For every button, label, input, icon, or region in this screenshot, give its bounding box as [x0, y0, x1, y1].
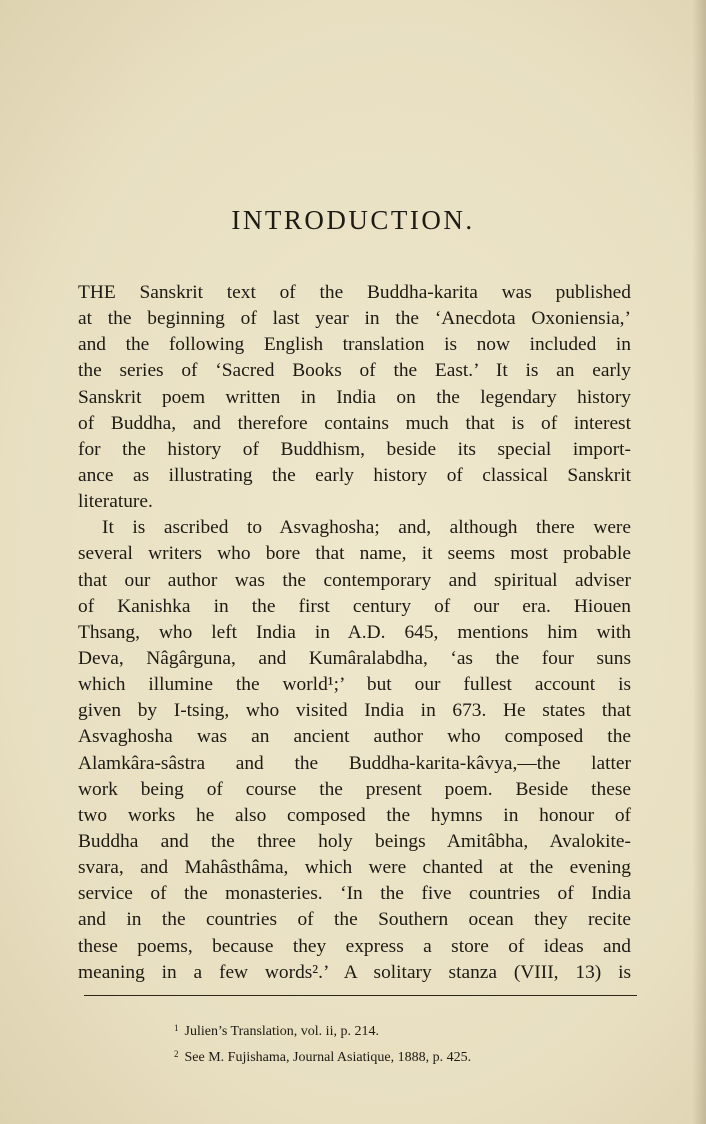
text-line: Buddha and the three holy beings Amitâbha, Avalokite-	[78, 830, 631, 852]
footnote-text: See M. Fujishama, Journal Asiatique, 1888, p. 425.	[184, 1050, 472, 1065]
text-line: literature.	[78, 491, 153, 513]
text-line: work being of course the present poem. Beside these	[78, 778, 631, 800]
text-line: two works he also composed the hymns in honour of	[78, 804, 631, 826]
footnote	[174, 1043, 471, 1069]
text-line: several writers who bore that name, it seems most probable	[78, 543, 631, 565]
text-line: Thsang, who left India in A.D. 645, mentions him with	[78, 621, 631, 643]
text-line: at the beginning of last year in the ‘Anecdota Oxoniensia,’	[78, 308, 631, 330]
footnote-mark: 1	[174, 1023, 179, 1033]
text-line: Alamkâra-sâstra and the Buddha-karita-kâvya,—the latter	[78, 752, 631, 774]
text-line: for the history of Buddhism, beside its special import-	[78, 438, 631, 460]
text-line: given by I-tsing, who visited India in 673. He states that	[78, 700, 631, 722]
chapter-heading: INTRODUCTION.	[231, 205, 475, 235]
text-line: svara, and Mahâsthâma, which were chanted at the evening	[78, 857, 631, 879]
text-line: Asvaghosha was an ancient author who composed the	[78, 726, 631, 748]
text-line: meaning in a few words².’ A solitary stanza (VIII, 13) is	[78, 961, 631, 983]
text-line: the series of ‘Sacred Books of the East.’ It is an early	[78, 360, 631, 382]
text-line: ance as illustrating the early history of classical Sanskrit	[78, 464, 631, 486]
text-line: It is ascribed to Asvaghosha; and, although there were	[102, 517, 631, 539]
footnote-text: Julien’s Translation, vol. ii, p. 214.	[184, 1024, 379, 1039]
text-line: Deva, Nâgârguna, and Kumâralabdha, ‘as the four suns	[78, 647, 631, 669]
text-line: of Kanishka in the first century of our era. Hiouen	[78, 595, 631, 617]
text-line: Sanskrit poem written in India on the legendary history	[78, 386, 631, 408]
footnote	[174, 1017, 471, 1043]
text-line: service of the monasteries. ‘In the five countries of India	[78, 883, 631, 905]
text-line: and in the countries of the Southern ocean they recite	[78, 909, 631, 931]
footnote-divider	[84, 995, 637, 996]
footnotes	[174, 1017, 471, 1069]
text-line: these poems, because they express a store of ideas and	[78, 935, 631, 957]
page-gutter-shadow	[692, 0, 706, 1124]
text-line: and the following English translation is now included in	[78, 334, 631, 356]
text-line: which illumine the world¹;’ but our fullest account is	[78, 674, 631, 696]
body-text	[78, 280, 631, 986]
text-line: THE Sanskrit text of the Buddha-karita was published	[78, 282, 631, 303]
text-line: that our author was the contemporary and spiritual adviser	[78, 569, 631, 591]
text-line: of Buddha, and therefore contains much that is of interest	[78, 412, 631, 434]
footnote-mark: 2	[174, 1049, 179, 1059]
